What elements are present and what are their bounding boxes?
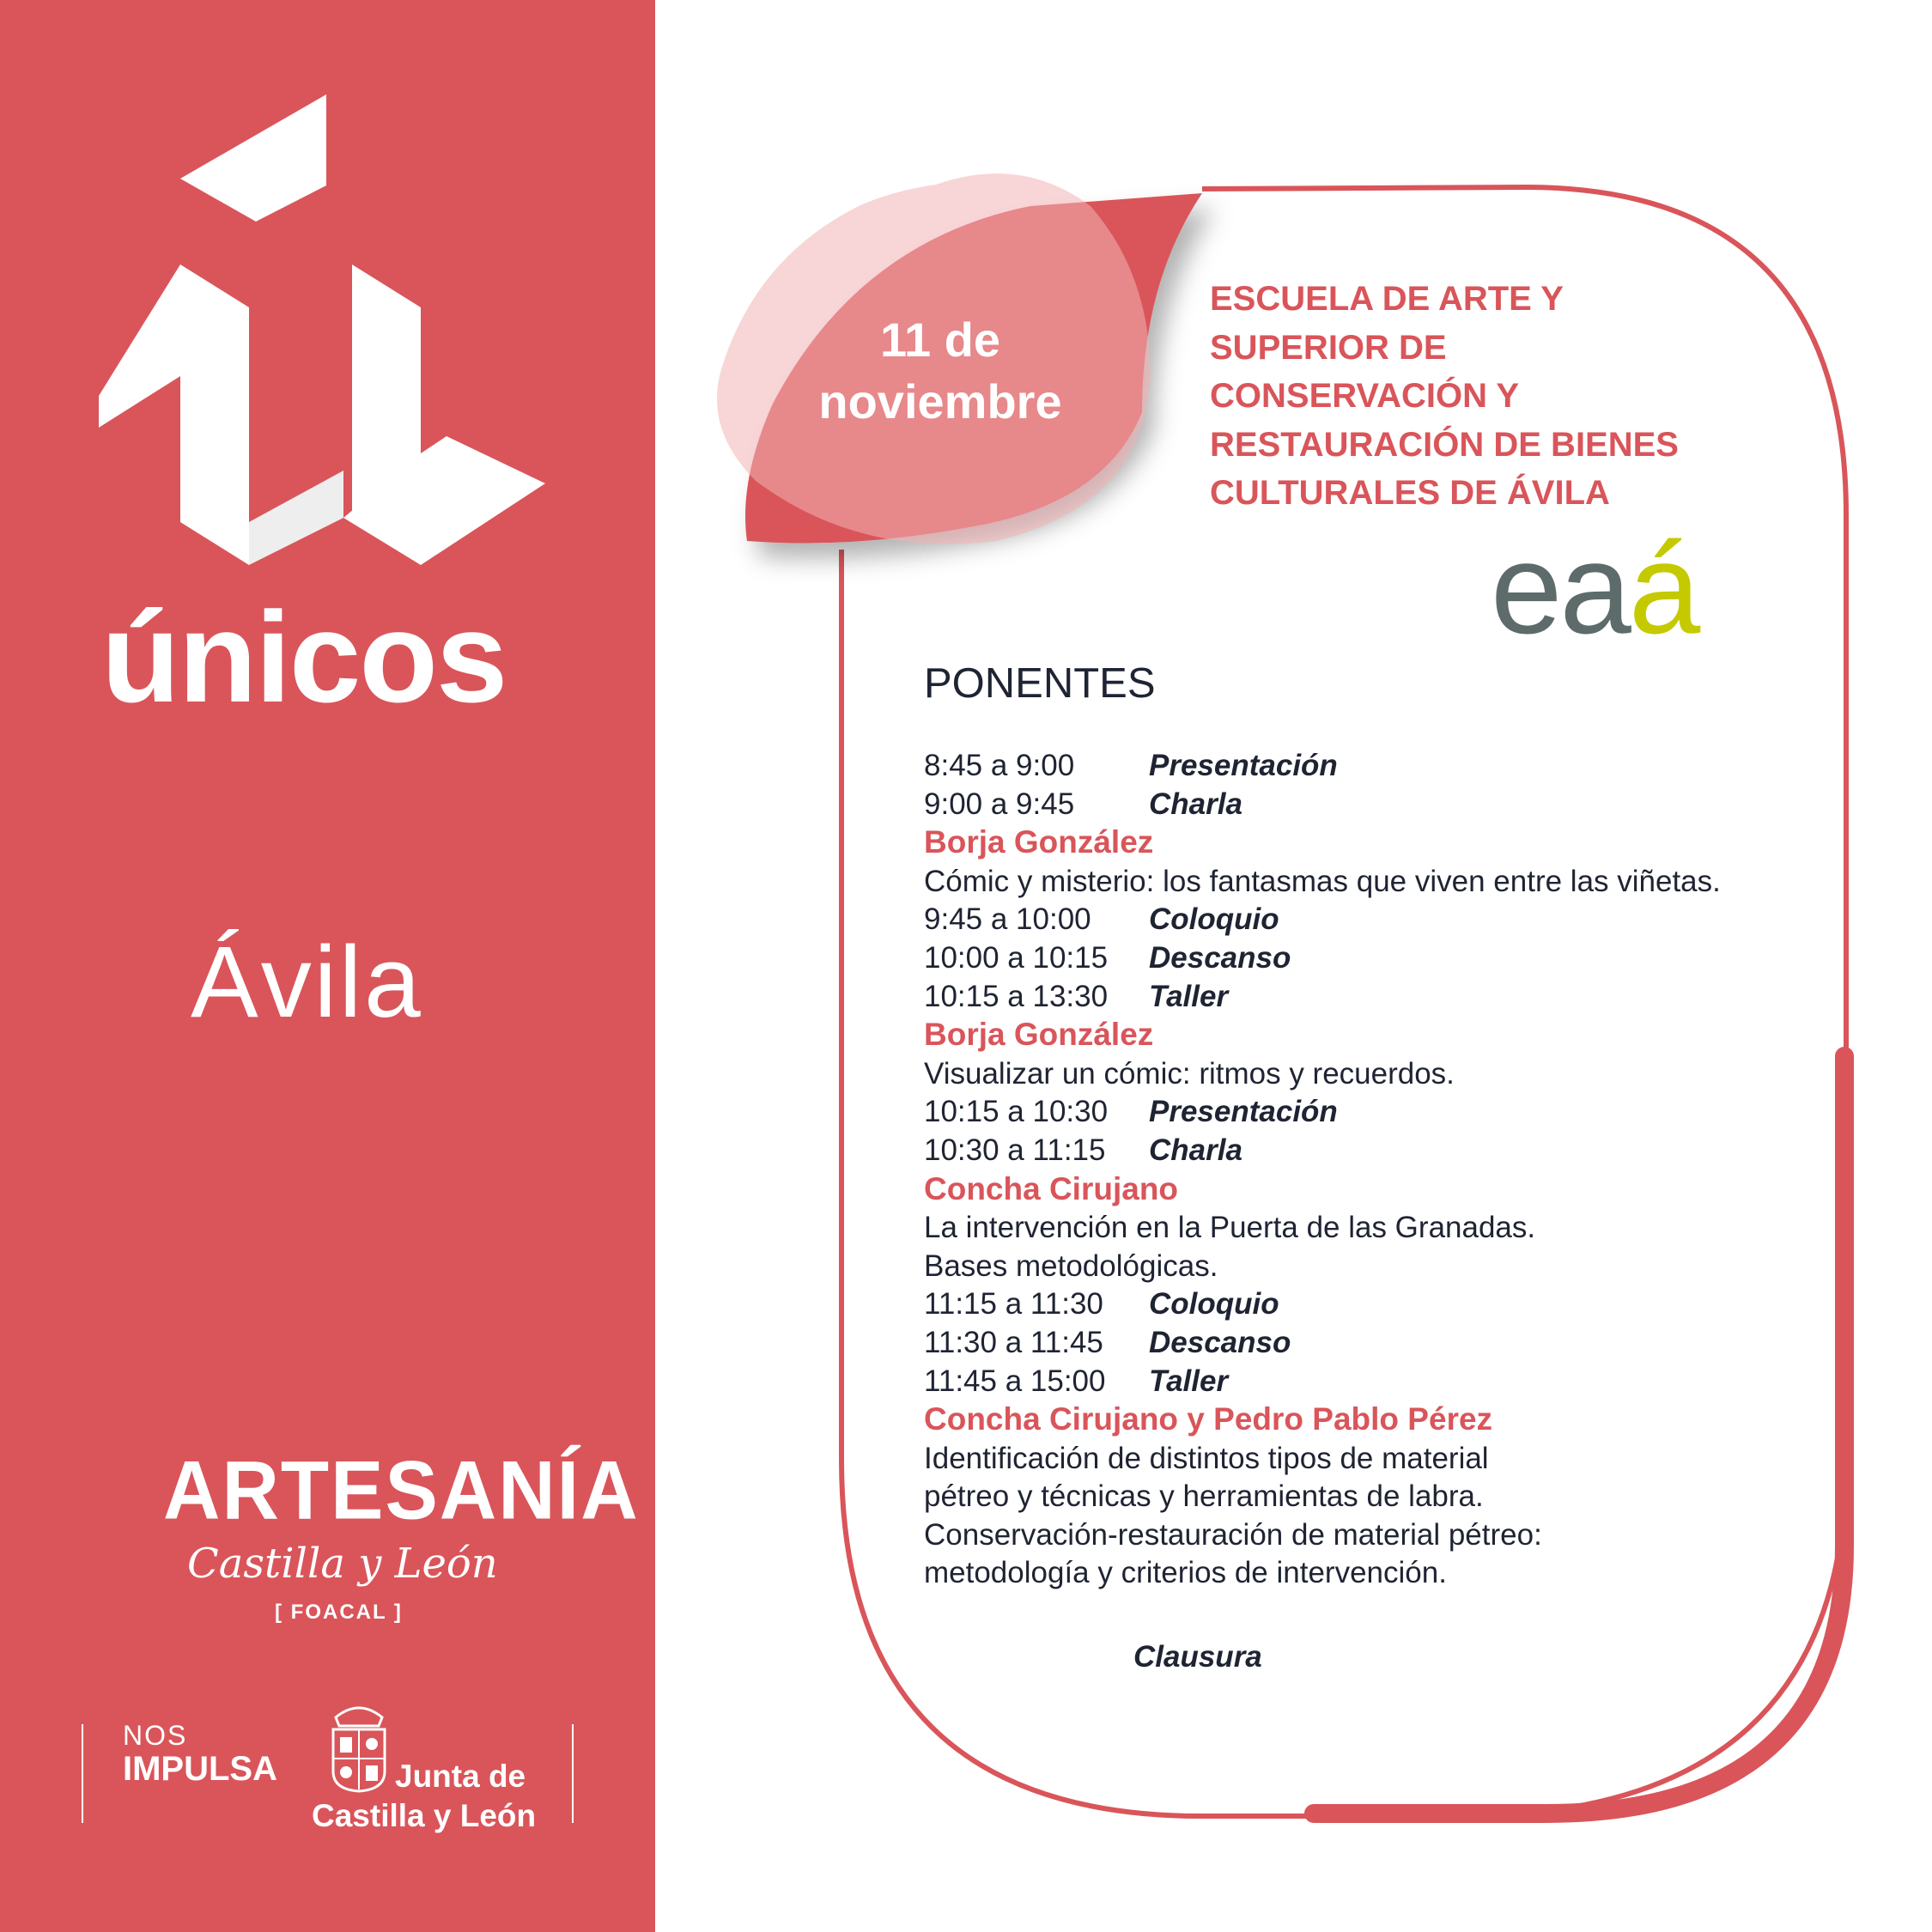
talk-description-row: [924, 1478, 1834, 1516]
talk-description-row: [924, 1055, 1834, 1094]
program-heading: PONENTES: [924, 660, 1156, 707]
junta-logo-line2: Castilla y León: [312, 1798, 537, 1833]
schedule-row: [924, 786, 1834, 824]
schedule-time: 10:00 a 10:15: [924, 940, 1109, 975]
talk-description: Identificación de distintos tipos de material: [924, 1441, 1489, 1475]
speaker-name: Borja González: [924, 824, 1154, 860]
venue-line: SUPERIOR DE: [1210, 328, 1447, 367]
talk-description-row: [924, 1248, 1834, 1286]
event-date: [773, 309, 1108, 433]
date-line1: 11 de: [879, 313, 1001, 367]
eaa-logo-accent: á: [1628, 516, 1698, 660]
nos-impulsa-logo-top: NOS: [123, 1720, 188, 1751]
talk-description: La intervención en la Puerta de las Granadas.: [924, 1211, 1536, 1245]
speaker-name: Concha Cirujano y Pedro Pablo Pérez: [924, 1401, 1493, 1437]
schedule-time: 10:15 a 13:30: [924, 979, 1109, 1013]
schedule-activity: Charla: [1149, 1133, 1242, 1167]
speaker-row: [924, 823, 1834, 863]
artesania-logo-title: ARTESANÍA: [163, 1444, 640, 1537]
schedule-activity: Presentación: [1149, 1095, 1338, 1129]
closing-label: Clausura: [1133, 1640, 1262, 1674]
eaa-logo: [1491, 516, 1698, 660]
nos-impulsa-logo-bottom: IMPULSA: [123, 1750, 277, 1788]
schedule-row: [924, 978, 1834, 1017]
speaker-row: [924, 1170, 1834, 1210]
speaker-row: [924, 1016, 1834, 1055]
schedule-row: [924, 939, 1834, 978]
schedule-activity: Taller: [1149, 979, 1229, 1013]
schedule-activity: Descanso: [1149, 1325, 1291, 1359]
venue-name: [1210, 275, 1679, 518]
schedule-row: [924, 1093, 1834, 1132]
schedule-activity: Descanso: [1149, 940, 1291, 975]
schedule-time: 9:00 a 9:45: [924, 787, 1075, 821]
talk-description: Conservación-restauración de material pétreo:: [924, 1517, 1542, 1552]
schedule-time: 10:15 a 10:30: [924, 1095, 1109, 1129]
talk-description-row: [924, 1516, 1834, 1555]
venue-line: ESCUELA DE ARTE Y: [1210, 280, 1564, 318]
schedule-row: [924, 747, 1834, 786]
date-line2: noviembre: [818, 374, 1062, 428]
talk-description-row: [924, 1440, 1834, 1479]
talk-description: Bases metodológicas.: [924, 1249, 1218, 1283]
schedule-time: 11:15 a 11:30: [924, 1287, 1103, 1321]
schedule-time: 10:30 a 11:15: [924, 1133, 1106, 1167]
schedule-row: [924, 1324, 1834, 1363]
talk-description: Visualizar un cómic: ritmos y recuerdos.: [924, 1056, 1455, 1091]
brand-name: únicos: [101, 585, 507, 729]
schedule-activity: Coloquio: [1149, 902, 1279, 937]
city-name: Ávila: [191, 926, 423, 1039]
schedule-row: [924, 1363, 1834, 1401]
schedule-row: [924, 1132, 1834, 1170]
eaa-logo-gray: ea: [1491, 516, 1629, 660]
talk-description-row: [924, 863, 1834, 902]
venue-line: CULTURALES DE ÁVILA: [1210, 474, 1610, 512]
foacal-label: [ FOACAL ]: [275, 1601, 403, 1624]
speaker-name: Borja González: [924, 1017, 1154, 1053]
venue-line: CONSERVACIÓN Y: [1210, 377, 1520, 415]
talk-description: Cómic y misterio: los fantasmas que viven entre las viñetas.: [924, 864, 1721, 898]
schedule-row: [924, 901, 1834, 939]
speaker-name: Concha Cirujano: [924, 1170, 1179, 1206]
talk-description-row: [924, 1554, 1834, 1593]
talk-description: pétreo y técnicas y herramientas de labra.: [924, 1479, 1484, 1514]
program-schedule: [924, 747, 1834, 1593]
venue-line: RESTAURACIÓN DE BIENES: [1210, 425, 1679, 464]
schedule-activity: Charla: [1149, 787, 1242, 821]
talk-description-row: [924, 1209, 1834, 1248]
talk-description: metodología y criterios de intervención.: [924, 1556, 1447, 1590]
speaker-row: [924, 1400, 1834, 1440]
schedule-activity: Taller: [1149, 1364, 1229, 1398]
schedule-time: 9:45 a 10:00: [924, 902, 1091, 937]
schedule-time: 8:45 a 9:00: [924, 749, 1075, 782]
artesania-logo-subtitle: Castilla y León: [187, 1540, 498, 1588]
schedule-activity: Coloquio: [1149, 1287, 1279, 1321]
schedule-row: [924, 1285, 1834, 1324]
schedule-time: 11:30 a 11:45: [924, 1325, 1103, 1359]
junta-logo-line1: Junta de: [395, 1759, 526, 1794]
schedule-time: 11:45 a 15:00: [924, 1364, 1106, 1398]
schedule-activity: Presentación: [1149, 749, 1338, 782]
